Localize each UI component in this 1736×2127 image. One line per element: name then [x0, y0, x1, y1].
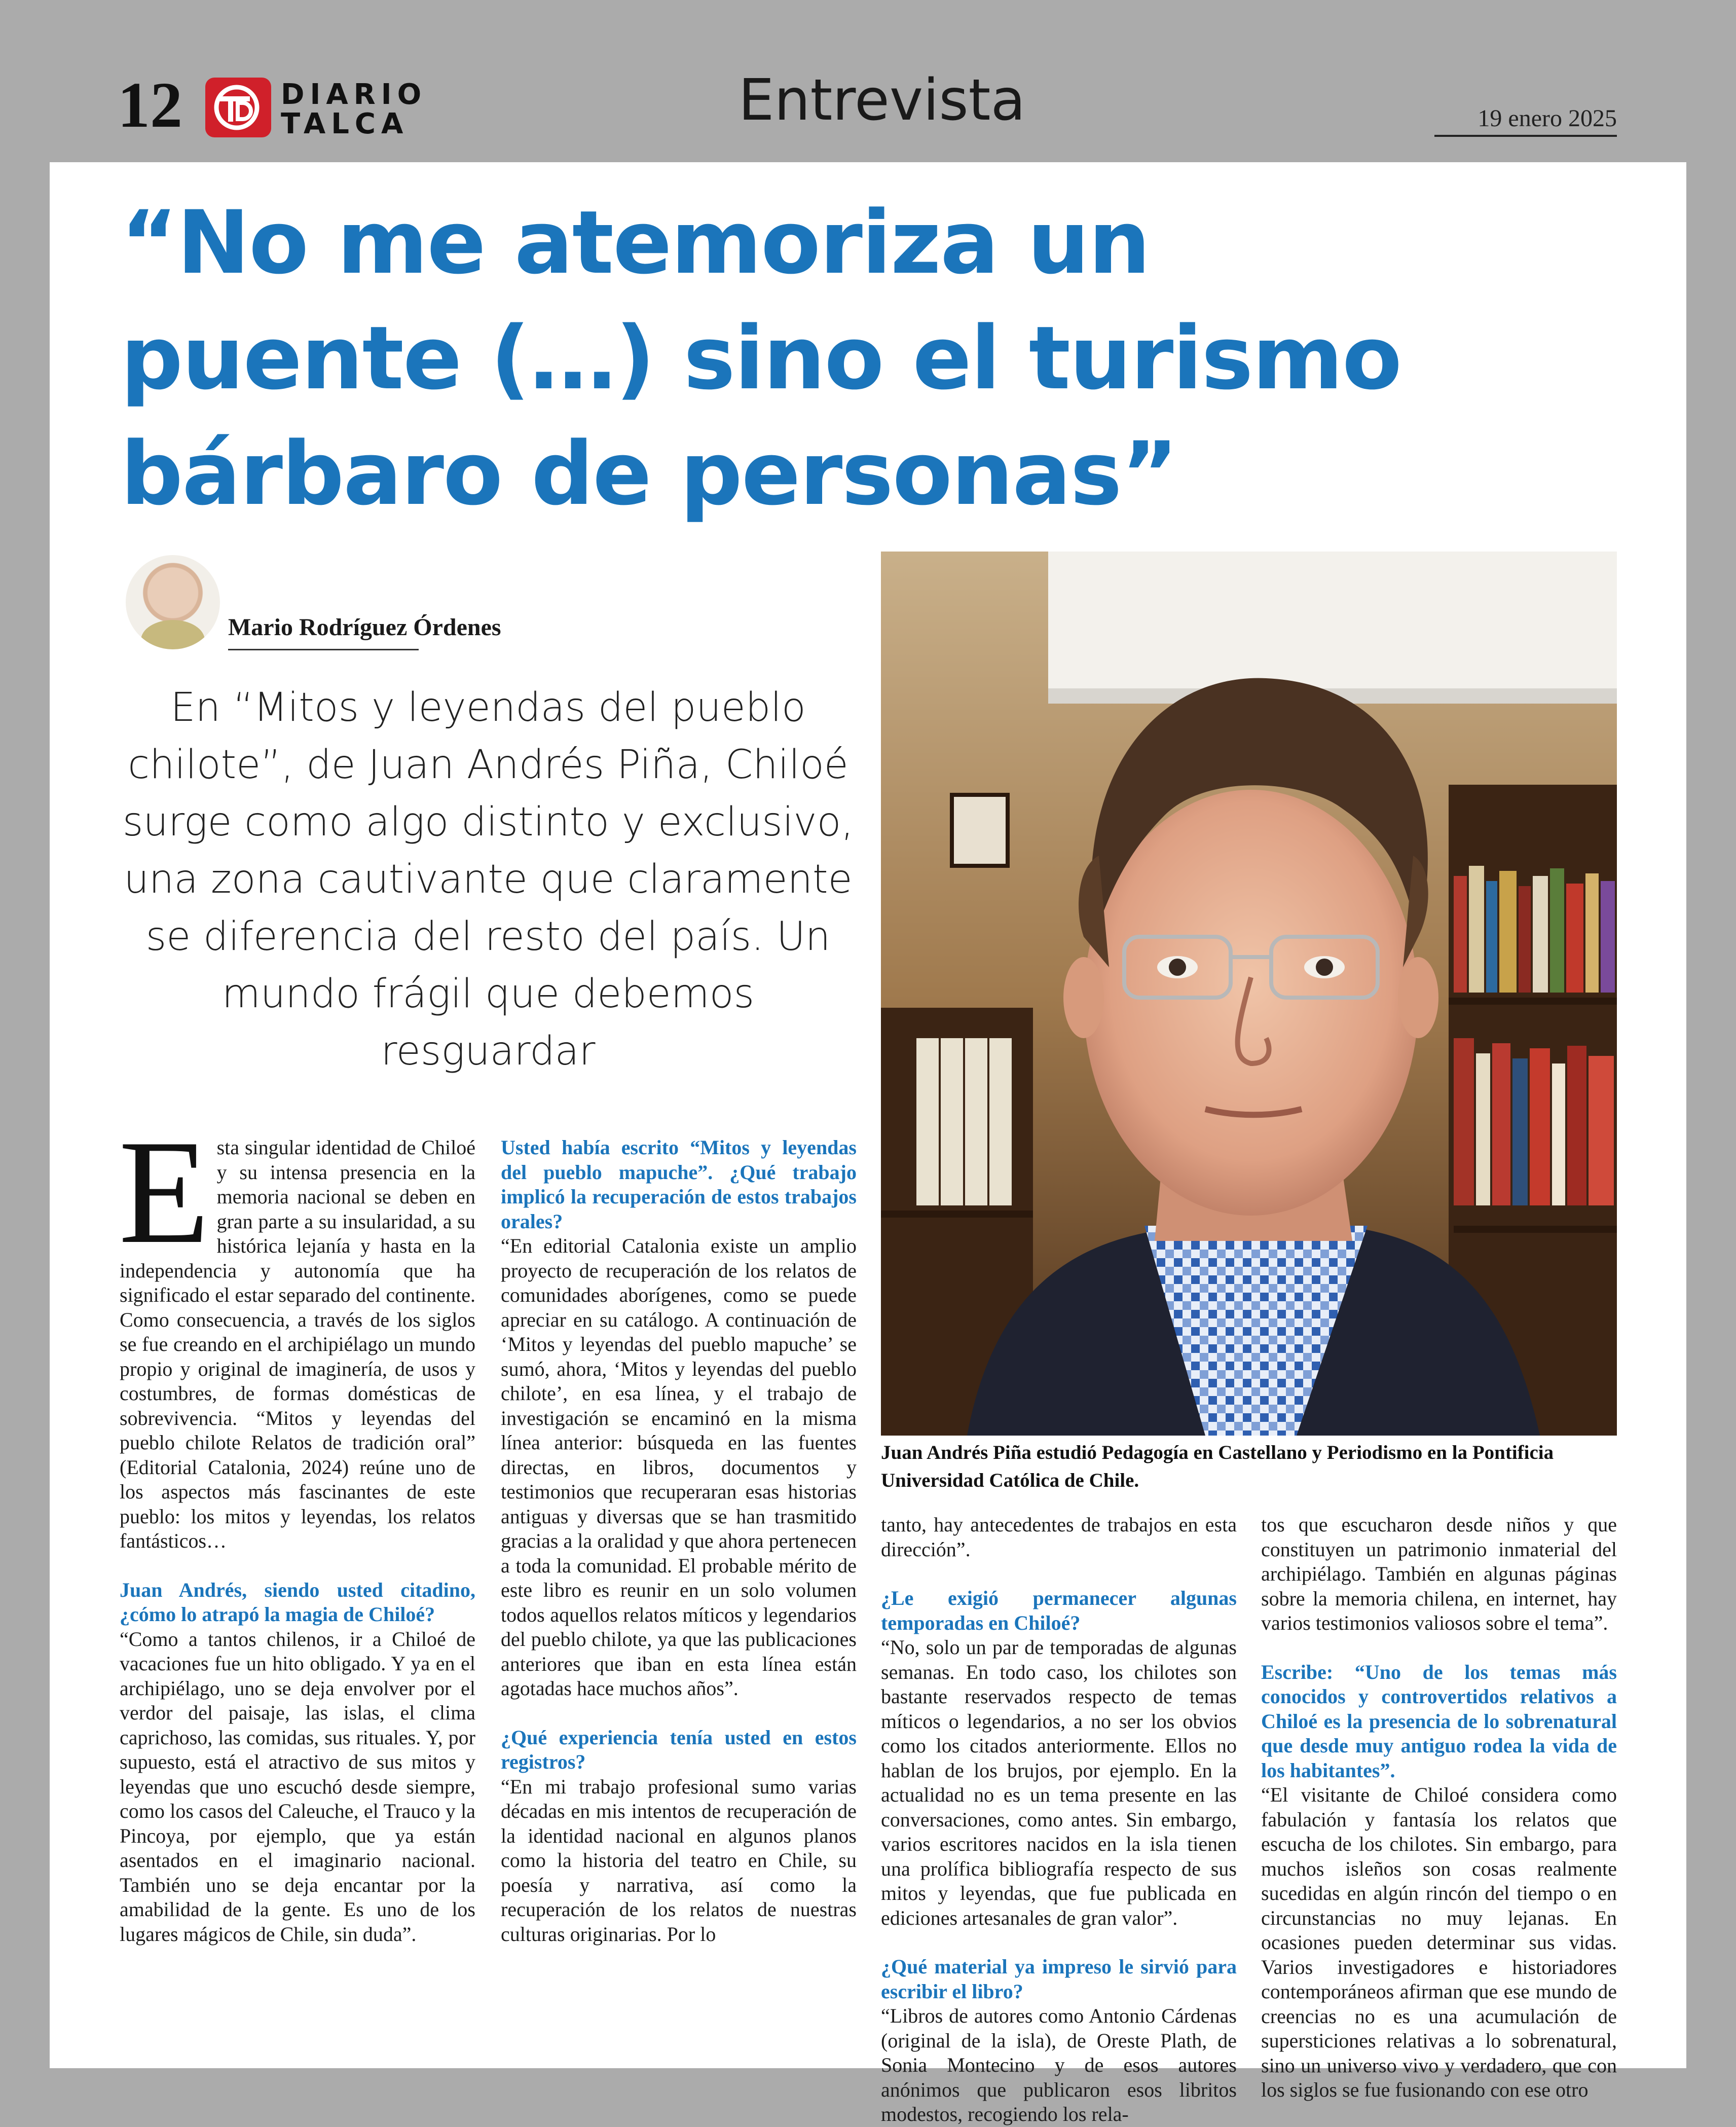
article-sheet: [50, 162, 1686, 2125]
interview-question: Escribe: “Uno de los temas más conocidos y controvertidos relativos a Chiloé es la presencia de lo sobrenatural que desde muy antiguo rodea la vida de los habitantes”.: [1261, 1660, 1617, 1782]
paragraph-gap: [501, 1701, 857, 1726]
article-column-2: [501, 1135, 857, 1947]
interview-answer: tos que escucharon desde niños y que constituyen un patrimonio inmaterial del archipiélago. También en algunas páginas sobre la memoria chilena, en internet, hay varios testimonios valiosos sobre el tema”.: [1261, 1513, 1617, 1634]
interview-question: Usted había escrito “Mitos y leyendas del pueblo mapuche”. ¿Qué trabajo implicó la recuperación de estos trabajos orales?: [501, 1136, 857, 1233]
interview-answer: “El visitante de Chiloé considera como fabulación y fantasía los relatos que escucha de los chilotes. Sin embargo, para muchos isleños son cosas realmente sucedidas en algún rincón del tiempo o en circunstancias no muy lejanas. En ocasiones pueden determinar sus vidas. Varios investigadores e historiadores contemporáneos afirman que ese mundo de creencias no es una acumulación de supersticiones relativas a lo sobrenatural, sino un universo vivo y verdadero, que con los siglos se fue fusionando con ese otro: [1261, 1783, 1617, 2101]
interview-question: ¿Qué experiencia tenía usted en estos registros?: [501, 1726, 857, 1773]
page-number: 12: [118, 69, 182, 141]
portrait-illustration-icon: [881, 552, 1617, 1436]
headline-line: “No me atemoriza un: [121, 192, 1150, 294]
author-portrait-icon: [126, 555, 220, 649]
interview-answer: “Libros de autores como Antonio Cárdenas (original de la isla), de Oreste Plath, de Sonia Montecino y de esos autores anónimos que publicaron esos libritos modestos, recogiendo los rela-: [881, 2004, 1237, 2125]
article-column-4: [1261, 1513, 1617, 2103]
author-byline: Mario Rodríguez Órdenes: [228, 614, 501, 641]
byline-underline: [228, 649, 419, 650]
headline-line: puente (…) sino el turismo: [121, 307, 1401, 409]
author-shirt: [141, 620, 205, 649]
interview-question: ¿Qué material ya impreso le sirvió para escribir el libro?: [881, 1955, 1237, 2003]
interview-answer: “Como a tantos chilenos, ir a Chiloé de vacaciones fue un hito obligado. Y ya en el archipiélago, uno se deja envolver por el verdor del paisaje, las islas, el clima caprichoso, las comidas, sus rituales. Y, por supuesto, está el atractivo de sus mitos y leyendas que uno escuchó desde siempre, como los casos del Caleuche, el Trauco y la Pincoya, por ejemplo, que ya están asentados en el imaginario nacional. También uno se deja encantar por la amabilidad de la gente. Es uno de los lugares mágicos de Chile, sin duda”.: [120, 1627, 475, 1946]
page-header: [0, 0, 1736, 161]
logo-line-talca: TALCA: [281, 107, 409, 140]
interview-question: ¿Le exigió permanecer algunas temporadas en Chiloé?: [881, 1587, 1237, 1634]
interview-photo: [881, 552, 1617, 1436]
interview-question: Juan Andrés, siendo usted citadino, ¿cómo lo atrapó la magia de Chiloé?: [120, 1578, 475, 1626]
paragraph-gap: [881, 1562, 1237, 1586]
section-title: Entrevista: [738, 67, 1026, 133]
interview-answer: tanto, hay antecedentes de trabajos en esta dirección”.: [881, 1513, 1237, 1561]
interview-answer: “No, solo un par de temporadas de algunas semanas. En todo caso, los chilotes son bastante reservados respecto de temas míticos o legendarios, a no ser los obvios como los citados anteriormente. Ellos no hablan de los brujos, por ejemplo. En la actualidad no es un tema presente en las conversaciones, como antes. Sin embargo, varios escritores nacidos en la isla tienen una prolífica bibliografía respecto de sus mitos y leyendas, que fue publicada en ediciones artesanales de gran valor”.: [881, 1636, 1237, 1929]
logo-line-diario: DIARIO: [281, 78, 427, 111]
paragraph-gap: [120, 1554, 475, 1578]
headline: [121, 185, 1591, 532]
drop-cap: E: [119, 1109, 210, 1274]
paragraph-gap: [1261, 1636, 1617, 1660]
intro-paragraph: sta singular identidad de Chiloé y su intensa presencia en la memoria nacional se deben en gran parte a su insularidad, a su histórica lejanía y hasta en la independencia y autonomía que ha significado el estar separado del continente. Como consecuencia, a través de los siglos se fue creando en el archipiélago un mundo propio y original de imaginería, de usos y costumbres, de formas domésticas de sobrevivencia. “Mitos y leyendas del pueblo chilote Relatos de tradición oral” (Editorial Catalonia, 2024) reúne uno de los aspectos más fascinantes de este pueblo: los mitos y leyendas, los relatos fantásticos…: [120, 1136, 475, 1552]
interview-answer: “En mi trabajo profesional sumo varias décadas en mis intentos de recuperación de la identidad nacional en algunos planos como la historia del teatro en Chile, su poesía y narrativa, así como la recuperación de los relatos de nuestras culturas originarias. Por lo: [501, 1775, 857, 1946]
interview-answer: “En editorial Catalonia existe un amplio proyecto de recuperación de los relatos de comunidades aborígenes, como se puede apreciar en su catálogo. A continuación de ‘Mitos y leyendas del pueblo mapuche’ se sumó, ahora, ‘Mitos y leyendas del pueblo chilote’, en esa línea, y el trabajo de investigación se encaminó en la misma línea anterior: búsqueda en las fuentes directas, en libros, documentos y testimonios que recuperaran esas historias antiguas y diversas que se han trasmitido gracias a la oralidad y que ahora pertenecen a toda la comunidad. El probable mérito de este libro es reunir en un solo volumen todos aquellos relatos míticos y legendarios del pueblo chilote, ya que las publicaciones anteriores que iban en esta línea están agotadas hace muchos años”.: [501, 1234, 857, 1700]
article-column-3: [881, 1513, 1237, 2127]
article-column-1: [119, 1109, 475, 1947]
photo-caption: Juan Andrés Piña estudió Pedagogía en Castellano y Periodismo en la Pontificia Universidad Católica de Chile.: [881, 1442, 1554, 1491]
date-underline: [1434, 135, 1617, 137]
lead-paragraph: En “Mitos y leyendas del pueblo chilote”, de Juan Andrés Piña, Chiloé surge como algo distinto y exclusivo, una zona cautivante que claramente se diferencia del resto del país. Un mundo frágil que debemos resguardar: [122, 685, 854, 1074]
logo-wordmark: [281, 80, 427, 139]
headline-line: bárbaro de personas”: [121, 423, 1177, 525]
issue-date: 19 enero 2025: [1478, 105, 1617, 132]
paragraph-gap: [881, 1930, 1237, 1955]
diario-talca-logo-icon: [205, 78, 271, 137]
